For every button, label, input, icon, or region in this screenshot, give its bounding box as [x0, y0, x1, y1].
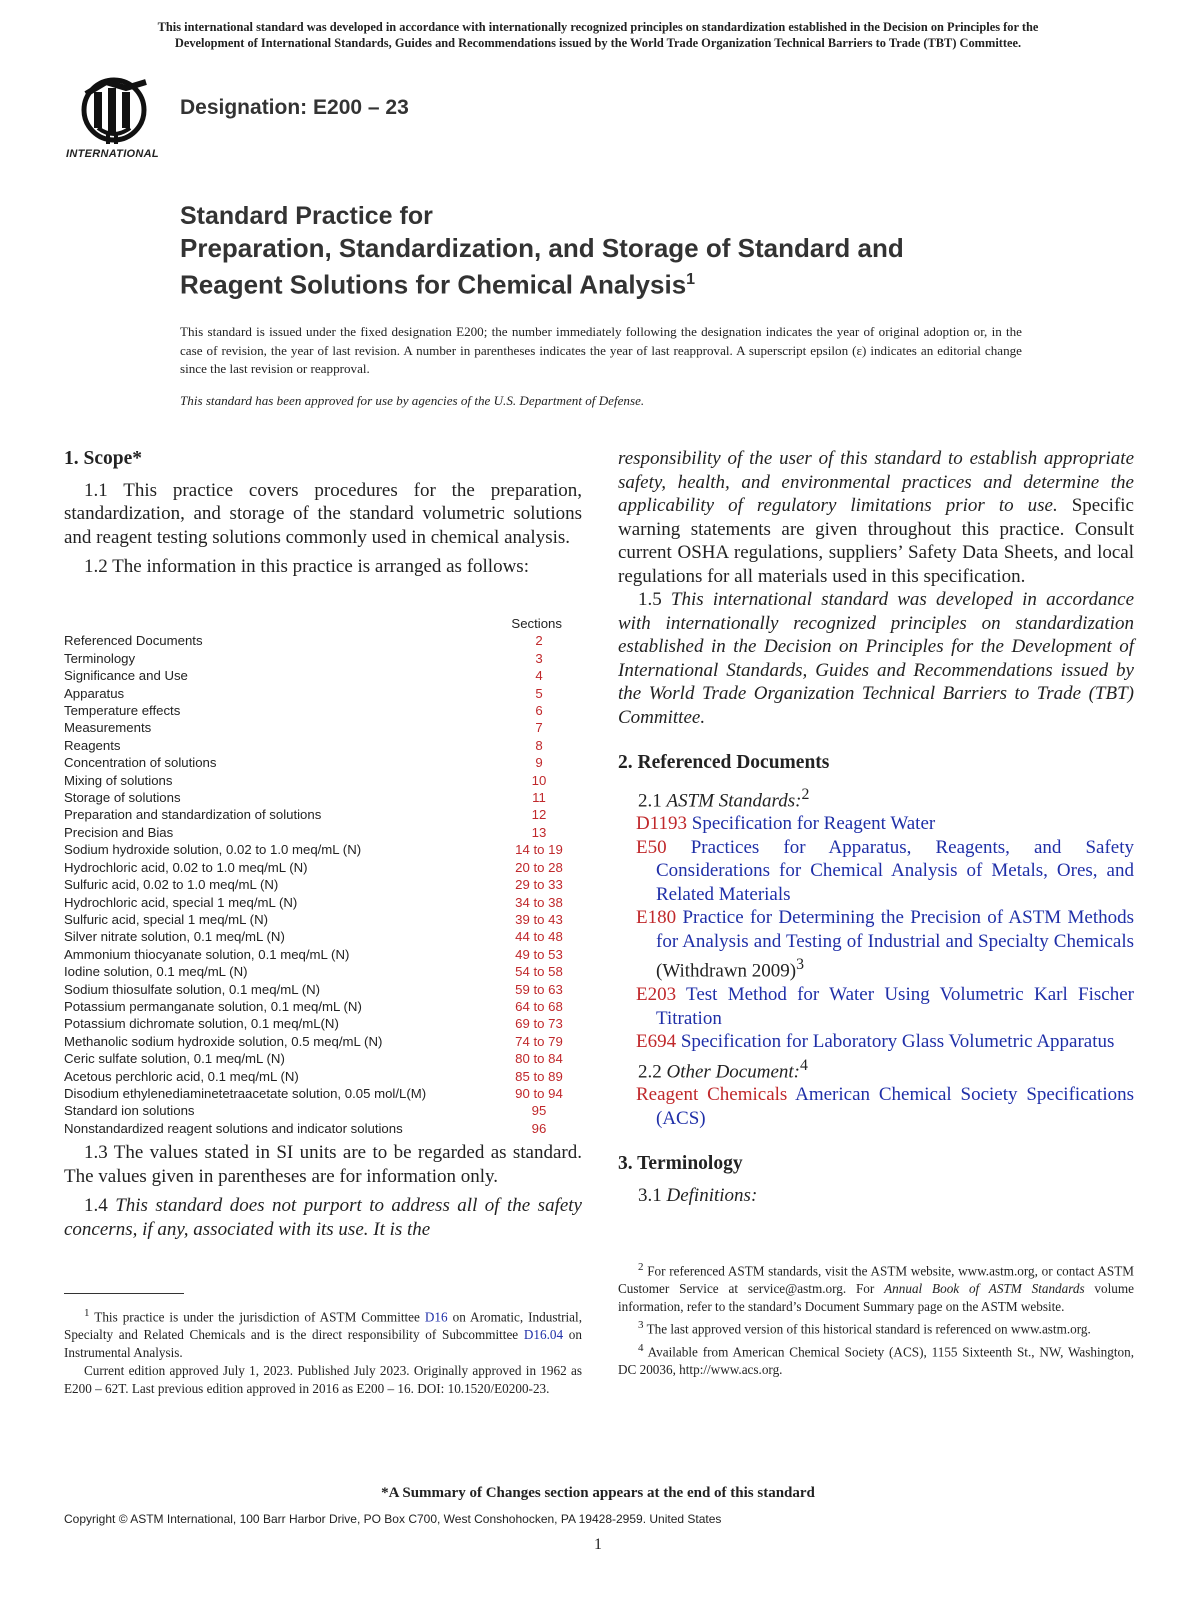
sections-table-row	[64, 998, 584, 1015]
section-topic: Potassium dichromate solution, 0.1 meq/mL(N)	[64, 1016, 339, 1032]
sections-table-row	[64, 859, 584, 876]
section-number-link[interactable]: 69 to 73	[515, 1016, 563, 1032]
section-number-link[interactable]: 7	[535, 720, 543, 736]
sections-table-row	[64, 1102, 584, 1119]
ref-e694[interactable]: E694 Specification for Laboratory Glass Volumetric Apparatus	[636, 1031, 1115, 1053]
section-topic: Disodium ethylenediaminetetraacetate solution, 0.05 mol/L(M)	[64, 1085, 427, 1101]
section-topic: Sulfuric acid, 0.02 to 1.0 meq/mL (N)	[64, 877, 279, 893]
issue-note: This standard is issued under the fixed designation E200; the number immediately following the designation indicates the year of original adoption or, in the case of revision, the year of last revision. A number in parentheses indicates the year of last reapproval. A superscript epsilon (ε) indicates an editorial change since the last revision or reapproval.	[180, 324, 1022, 376]
sections-table-row	[64, 789, 584, 806]
section-topic: Silver nitrate solution, 0.1 meq/mL (N)	[64, 929, 285, 945]
section-1-heading: 1. Scope*	[64, 448, 142, 469]
referenced-standards-list	[618, 812, 1134, 1053]
section-number-link[interactable]: 13	[531, 824, 547, 840]
section-number-link[interactable]: 95	[531, 1103, 547, 1119]
section-topic: Hydrochloric acid, 0.02 to 1.0 meq/mL (N)	[64, 859, 308, 875]
section-number-link[interactable]: 54 to 58	[515, 964, 563, 980]
section-number-link[interactable]: 74 to 79	[515, 1033, 563, 1049]
sections-table-row	[64, 1033, 584, 1050]
ref-d1193[interactable]: D1193 Specification for Reagent Water	[636, 813, 936, 835]
section-number-link[interactable]: 34 to 38	[515, 894, 563, 910]
section-number-link[interactable]: 96	[531, 1120, 547, 1136]
other-document-label: 2.2 Other Document:$^4$	[638, 1056, 808, 1082]
section-number-link[interactable]: 39 to 43	[515, 911, 563, 927]
para-1-5: 1.5 This international standard was developed in accordance with internationally recognized principles on standardization established in the Decision on Principles for the Development of International Standards, Guides and Recommendations issued by the World Trade Organization Technical Barriers to Trade (TBT) Committee.	[618, 589, 1135, 728]
section-topic: Sulfuric acid, special 1 meq/mL (N)	[64, 911, 268, 927]
para-1-2: 1.2 The information in this practice is arranged as follows:	[84, 556, 529, 577]
section-topic: Storage of solutions	[64, 790, 181, 806]
section-number-link[interactable]: 64 to 68	[515, 998, 563, 1014]
sections-table-row	[64, 737, 584, 754]
section-topic: Ceric sulfate solution, 0.1 meq/mL (N)	[64, 1051, 285, 1067]
page-number: 1	[594, 1536, 602, 1553]
para-1-4-start: 1.4 This standard does not purport to address all of the safety concerns, if any, associated with its use. It is the	[64, 1195, 582, 1240]
document-title	[180, 200, 1080, 301]
committee-d16-link[interactable]: D16	[424, 1309, 448, 1325]
astm-logo	[66, 70, 168, 166]
section-number-link[interactable]: 49 to 53	[515, 946, 563, 962]
para-1-3: 1.3 The values stated in SI units are to be regarded as standard. The values given in parentheses are for information only.	[64, 1142, 582, 1187]
top-notice-line2: Development of International Standards, Guides and Recommendations issued by the World Trade Organization Technical Barriers to Trade (TBT) Committee.	[174, 36, 1022, 50]
footnote-rule	[64, 1293, 184, 1294]
section-topic: Precision and Bias	[64, 824, 174, 840]
sections-table-row	[64, 685, 584, 702]
section-number-link[interactable]: 80 to 84	[515, 1051, 563, 1067]
sections-table-row	[64, 824, 584, 841]
sections-table-row	[64, 1050, 584, 1067]
sections-table-row	[64, 963, 584, 980]
section-number-link[interactable]: 85 to 89	[515, 1068, 563, 1084]
logo-text: INTERNATIONAL	[66, 148, 159, 160]
sections-list	[64, 632, 584, 1137]
copyright: Copyright © ASTM International, 100 Barr Harbor Drive, PO Box C700, West Conshohocken, PA 19428-2959. United States	[64, 1512, 722, 1526]
section-topic: Acetous perchloric acid, 0.1 meq/mL (N)	[64, 1068, 299, 1084]
sections-table-row	[64, 894, 584, 911]
section-topic: Iodine solution, 0.1 meq/mL (N)	[64, 964, 248, 980]
section-topic: Preparation and standardization of solutions	[64, 807, 322, 823]
section-number-link[interactable]: 3	[535, 650, 543, 666]
para-1-1: 1.1 This practice covers procedures for the preparation, standardization, and storage of the standard volumetric solutions and reagent testing solutions commonly used in chemical analysis.	[64, 479, 582, 548]
sections-table-row	[64, 702, 584, 719]
sections-table-row	[64, 667, 584, 684]
sections-header: Sections	[511, 616, 562, 631]
section-topic: Sodium hydroxide solution, 0.02 to 1.0 meq/mL (N)	[64, 842, 362, 858]
dod-note: This standard has been approved for use by agencies of the U.S. Department of Defense.	[180, 393, 645, 408]
footnote-1-text: $^1$ This practice is under the jurisdiction of ASTM Committee D16 on Aromatic, Industrial, Specialty and Related Chemicals and is the direct responsibility of Subcommittee D16.04 on Instrumental Analysis.	[64, 1307, 582, 1361]
section-topic: Referenced Documents	[64, 633, 203, 649]
para-3-1: 3.1 Definitions:	[638, 1184, 758, 1206]
summary-of-changes-note: *A Summary of Changes section appears at the end of this standard	[381, 1485, 815, 1501]
section-topic: Temperature effects	[64, 703, 181, 719]
section-topic: Mixing of solutions	[64, 772, 173, 788]
sections-table-row	[64, 841, 584, 858]
section-topic: Methanolic sodium hydroxide solution, 0.5 meq/mL (N)	[64, 1033, 383, 1049]
section-topic: Sodium thiosulfate solution, 0.1 meq/mL (N)	[64, 981, 321, 997]
section-topic: Significance and Use	[64, 668, 188, 684]
section-number-link[interactable]: 6	[535, 703, 543, 719]
section-number-link[interactable]: 44 to 48	[515, 929, 563, 945]
designation: Designation: E200 – 23	[180, 96, 409, 119]
section-3-heading: 3. Terminology	[618, 1153, 743, 1175]
footnote-1-edition: Current edition approved July 1, 2023. Published July 2023. Originally approved in 1962 as E200 – 62T. Last previous edition approved in 2016 as E200 – 16. DOI: 10.1520/E0200-23.	[64, 1363, 582, 1397]
ref-acs[interactable]: Reagent Chemicals American Chemical Society Specifications (ACS)	[636, 1084, 1135, 1129]
sections-table-row	[64, 754, 584, 771]
section-number-link[interactable]: 59 to 63	[515, 981, 563, 997]
sections-table	[64, 615, 584, 1137]
sections-table-row	[64, 1120, 584, 1137]
section-number-link[interactable]: 20 to 28	[515, 859, 563, 875]
footnote-4: $^4$ Available from American Chemical Society (ACS), 1155 Sixteenth St., NW, Washington, DC 20036, http://www.acs.org.	[618, 1341, 1134, 1378]
section-2-heading: 2. Referenced Documents	[618, 752, 830, 773]
section-topic: Concentration of solutions	[64, 755, 217, 771]
section-number-link[interactable]: 11	[532, 790, 546, 806]
sections-table-row	[64, 928, 584, 945]
ref-e203[interactable]: E203 Test Method for Water Using Volumetric Karl Fischer Titration	[636, 984, 1134, 1029]
section-number-link[interactable]: 9	[535, 755, 543, 771]
sections-table-row	[64, 1015, 584, 1032]
astm-standards-label: 2.1 ASTM Standards:$^2$	[638, 785, 810, 811]
section-topic: Hydrochloric acid, special 1 meq/mL (N)	[64, 894, 298, 910]
section-topic: Ammonium thiocyanate solution, 0.1 meq/mL (N)	[64, 946, 350, 962]
section-number-link[interactable]: 14 to 19	[515, 842, 563, 858]
sections-table-row	[64, 650, 584, 667]
section-number-link[interactable]: 29 to 33	[515, 877, 563, 893]
section-number-link[interactable]: 8	[535, 737, 543, 753]
title-line2: Preparation, Standardization, and Storage of Standard and	[180, 233, 904, 263]
section-number-link[interactable]: 12	[531, 807, 547, 823]
right-column	[618, 447, 1134, 1207]
sections-table-row	[64, 911, 584, 928]
section-number-link[interactable]: 10	[531, 772, 547, 788]
ref-e50[interactable]: E50 Practices for Apparatus, Reagents, and Safety Considerations for Chemical Analysis of Metals, Ores, and Related Materials	[636, 836, 1135, 905]
sections-table-row	[64, 876, 584, 893]
footnote-2: $^2$ For referenced ASTM standards, visit the ASTM website, www.astm.org, or contact ASTM Customer Service at service@astm.org. For Annual Book of ASTM Standards volume information, refer to the standard’s Document Summary page on the ASTM website.	[618, 1261, 1134, 1315]
sections-table-row	[64, 1068, 584, 1085]
section-topic: Reagents	[64, 737, 121, 753]
section-topic: Apparatus	[64, 685, 125, 701]
section-topic: Measurements	[64, 720, 152, 736]
section-topic: Potassium permanganate solution, 0.1 meq/mL (N)	[64, 998, 362, 1014]
sections-table-row	[64, 1085, 584, 1102]
para-1-4-cont: responsibility of the user of this standard to establish appropriate safety, health, and environmental practices and determine the applicability of regulatory limitations prior to use. Specific warning statements are given throughout this practice. Consult current OSHA regulations, suppliers’ Safety Data Sheets, and local regulations for all materials used in this specification.	[618, 448, 1134, 587]
section-topic: Standard ion solutions	[64, 1103, 195, 1119]
left-column-lower	[64, 1141, 582, 1241]
title-line3: Reagent Solutions for Chemical Analysis$^1$	[180, 269, 696, 300]
section-topic: Nonstandardized reagent solutions and indicator solutions	[64, 1120, 403, 1136]
section-number-link[interactable]: 2	[535, 633, 543, 649]
section-topic: Terminology	[64, 650, 136, 666]
sections-table-row	[64, 772, 584, 789]
top-notice-line1: This international standard was developed in accordance with internationally recognized principles on standardization established in the Decision on Principles for the	[157, 20, 1039, 34]
section-number-link[interactable]: 4	[535, 668, 543, 684]
top-notice	[62, 19, 1134, 51]
title-footnote-ref: 1	[686, 271, 696, 288]
subcommittee-d16-04-link[interactable]: D16.04	[523, 1327, 564, 1343]
section-number-link[interactable]: 5	[535, 685, 543, 701]
ref-e180[interactable]: E180 Practice for Determining the Precision of ASTM Methods for Analysis and Testing of Industrial and Specialty Chemicals (Withdrawn 2009)$^3$	[636, 907, 1135, 982]
sections-table-row	[64, 806, 584, 823]
sections-table-row	[64, 981, 584, 998]
footnote-1	[64, 1293, 582, 1398]
title-line1: Standard Practice for	[180, 202, 433, 230]
section-number-link[interactable]: 90 to 94	[515, 1085, 563, 1101]
sections-table-row	[64, 719, 584, 736]
sections-table-row	[64, 946, 584, 963]
left-column	[64, 447, 582, 579]
sections-table-row	[64, 632, 584, 649]
footnote-3: $^3$ The last approved version of this historical standard is referenced on www.astm.org.	[638, 1319, 1091, 1337]
footnotes-right	[618, 1258, 1134, 1379]
